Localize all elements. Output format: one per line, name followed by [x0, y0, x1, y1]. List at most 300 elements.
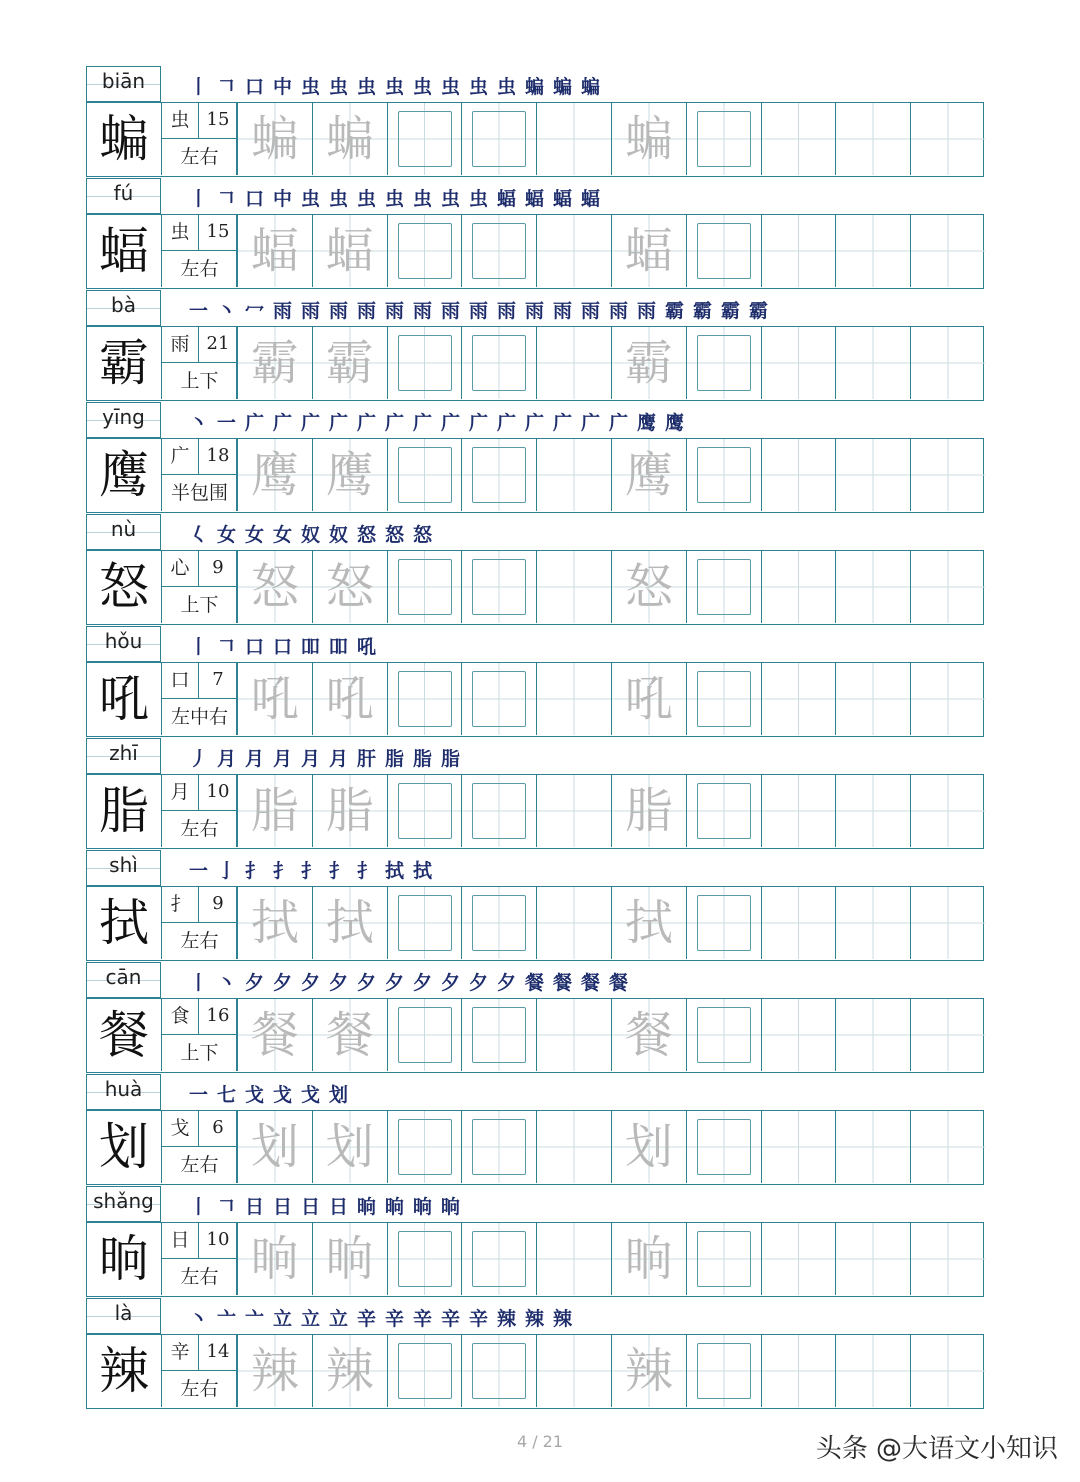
stroke-step: 拭: [384, 860, 404, 882]
character-block: [86, 962, 984, 1074]
blank-cell[interactable]: [536, 887, 611, 959]
stroke-step: 霸: [692, 300, 712, 322]
stroke-order: [186, 968, 631, 998]
trace-cell[interactable]: [237, 887, 312, 959]
stroke-step: 辛: [356, 1308, 376, 1330]
pinyin-text: shǎng: [93, 1189, 154, 1213]
blank-cell[interactable]: [536, 215, 611, 287]
box-cell[interactable]: [461, 215, 536, 287]
trace-cell[interactable]: [312, 327, 387, 399]
writing-square: [472, 1231, 526, 1287]
blank-cell[interactable]: [761, 775, 836, 847]
stroke-step: 餐: [580, 972, 600, 994]
blank-cell[interactable]: [910, 215, 985, 287]
box-cell[interactable]: [461, 663, 536, 735]
pinyin-text: cān: [105, 965, 142, 989]
blank-cell[interactable]: [910, 999, 985, 1071]
pinyin-cell: [86, 1074, 161, 1110]
trace-cell[interactable]: [237, 663, 312, 735]
trace-cell[interactable]: [237, 439, 312, 511]
practice-row: [86, 1222, 984, 1297]
box-cell[interactable]: [387, 999, 462, 1071]
trace-cell[interactable]: [312, 103, 387, 175]
trace-character: 划: [325, 1119, 374, 1175]
structure-label: 上下: [180, 370, 219, 392]
trace-character: 拭: [250, 895, 299, 951]
trace-cell[interactable]: [312, 439, 387, 511]
pinyin-cell: [86, 962, 161, 998]
stroke-step: 月: [300, 748, 320, 770]
stroke-order: [186, 1080, 351, 1110]
writing-square: [697, 223, 751, 279]
blank-cell[interactable]: [761, 215, 836, 287]
box-cell[interactable]: [686, 663, 761, 735]
box-cell[interactable]: [387, 887, 462, 959]
stroke-count: 9: [199, 887, 237, 923]
blank-cell[interactable]: [761, 551, 836, 623]
stroke-step: 日: [272, 1196, 292, 1218]
stroke-step: 戈: [244, 1084, 264, 1106]
stroke-step: 广: [552, 412, 572, 434]
pinyin-text: shì: [109, 853, 138, 877]
pinyin-cell: [86, 178, 161, 214]
structure-label: 上下: [180, 594, 219, 616]
stroke-step: 夕: [468, 972, 488, 994]
stroke-step: 鹰: [664, 412, 684, 434]
trace-cell[interactable]: [611, 775, 686, 847]
blank-cell[interactable]: [536, 663, 611, 735]
blank-cell[interactable]: [910, 1335, 985, 1407]
radical-label: 扌: [162, 887, 199, 923]
box-cell[interactable]: [461, 551, 536, 623]
stroke-step: 丨: [188, 188, 208, 210]
blank-cell[interactable]: [536, 1335, 611, 1407]
trace-cell[interactable]: [312, 551, 387, 623]
stroke-step: 拭: [412, 860, 432, 882]
trace-character: 晌: [624, 1231, 673, 1287]
blank-cell[interactable]: [761, 327, 836, 399]
blank-cell[interactable]: [910, 887, 985, 959]
blank-cell[interactable]: [761, 663, 836, 735]
trace-cell[interactable]: [611, 551, 686, 623]
stroke-step: 中: [272, 188, 292, 210]
box-cell[interactable]: [387, 439, 462, 511]
trace-character: 霸: [624, 335, 673, 391]
pinyin-cell: [86, 626, 161, 662]
trace-cell[interactable]: [237, 999, 312, 1071]
box-cell[interactable]: [387, 215, 462, 287]
structure-label: 上下: [180, 1042, 219, 1064]
watermark: 头条 @大语文小知识: [815, 1434, 1058, 1464]
stroke-count: 18: [199, 439, 237, 475]
stroke-step: 虫: [356, 188, 376, 210]
practice-row: [86, 438, 984, 513]
box-cell[interactable]: [686, 775, 761, 847]
box-cell[interactable]: [387, 327, 462, 399]
main-character-cell: [87, 103, 162, 175]
radical-label: 口: [162, 663, 199, 699]
box-cell[interactable]: [461, 1335, 536, 1407]
stroke-step: 晌: [412, 1196, 432, 1218]
trace-character: 拭: [325, 895, 374, 951]
writing-square: [472, 111, 526, 167]
stroke-step: 雨: [608, 300, 628, 322]
stroke-step: 霸: [720, 300, 740, 322]
writing-square: [697, 559, 751, 615]
stroke-step: 蝙: [524, 76, 544, 98]
blank-cell[interactable]: [835, 887, 910, 959]
blank-cell[interactable]: [835, 999, 910, 1071]
practice-sheet: [86, 66, 984, 1410]
box-cell[interactable]: [686, 999, 761, 1071]
trace-cell[interactable]: [237, 1111, 312, 1183]
blank-cell[interactable]: [835, 103, 910, 175]
blank-cell[interactable]: [910, 663, 985, 735]
box-cell[interactable]: [387, 551, 462, 623]
stroke-step: 辛: [440, 1308, 460, 1330]
trace-cell[interactable]: [611, 887, 686, 959]
box-cell[interactable]: [686, 327, 761, 399]
box-cell[interactable]: [686, 103, 761, 175]
blank-cell[interactable]: [835, 327, 910, 399]
stroke-step: 女: [272, 524, 292, 546]
stroke-step: 日: [244, 1196, 264, 1218]
blank-cell[interactable]: [835, 439, 910, 511]
trace-cell[interactable]: [312, 775, 387, 847]
writing-square: [472, 1119, 526, 1175]
trace-character: 餐: [325, 1007, 374, 1063]
writing-square: [697, 1343, 751, 1399]
pinyin-cell: [86, 290, 161, 326]
trace-cell[interactable]: [611, 999, 686, 1071]
stroke-step: 𡿨: [188, 524, 208, 546]
blank-cell[interactable]: [761, 103, 836, 175]
trace-cell[interactable]: [237, 1335, 312, 1407]
trace-character: 怒: [624, 559, 673, 615]
character-info: [162, 439, 237, 511]
character-info: [162, 999, 237, 1071]
stroke-step: 奴: [328, 524, 348, 546]
blank-cell[interactable]: [536, 439, 611, 511]
box-cell[interactable]: [461, 1223, 536, 1295]
trace-character: 鹰: [250, 447, 299, 503]
main-character-cell: [87, 551, 162, 623]
writing-square: [472, 895, 526, 951]
stroke-step: 雨: [552, 300, 572, 322]
blank-cell[interactable]: [761, 887, 836, 959]
character-block: [86, 1186, 984, 1298]
blank-cell[interactable]: [835, 215, 910, 287]
pinyin-text: yīng: [102, 405, 145, 429]
stroke-step: 餐: [524, 972, 544, 994]
box-cell[interactable]: [461, 327, 536, 399]
trace-cell[interactable]: [237, 103, 312, 175]
box-cell[interactable]: [461, 999, 536, 1071]
radical-label: 虫: [162, 103, 199, 139]
main-character: 辣: [99, 1342, 149, 1400]
stroke-step: 雨: [328, 300, 348, 322]
stroke-step: 一: [188, 300, 208, 322]
stroke-step: 口: [244, 188, 264, 210]
blank-cell[interactable]: [536, 775, 611, 847]
stroke-order: [186, 1192, 463, 1222]
trace-cell[interactable]: [611, 663, 686, 735]
writing-square: [472, 1343, 526, 1399]
blank-cell[interactable]: [761, 1111, 836, 1183]
stroke-step: 一: [216, 412, 236, 434]
main-character-cell: [87, 1111, 162, 1183]
stroke-step: 丨: [188, 1196, 208, 1218]
trace-cell[interactable]: [312, 1335, 387, 1407]
blank-cell[interactable]: [536, 1111, 611, 1183]
writing-square: [472, 671, 526, 727]
character-info: [162, 1111, 237, 1183]
writing-square: [472, 783, 526, 839]
blank-cell[interactable]: [835, 1335, 910, 1407]
practice-row: [86, 998, 984, 1073]
writing-square: [398, 447, 452, 503]
box-cell[interactable]: [461, 775, 536, 847]
trace-character: 蝙: [624, 111, 673, 167]
blank-cell[interactable]: [835, 551, 910, 623]
stroke-step: 日: [300, 1196, 320, 1218]
radical-label: 心: [162, 551, 199, 587]
stroke-order: [186, 520, 435, 550]
stroke-step: 虫: [440, 188, 460, 210]
box-cell[interactable]: [387, 1223, 462, 1295]
box-cell[interactable]: [387, 103, 462, 175]
character-info: [162, 215, 237, 287]
box-cell[interactable]: [686, 887, 761, 959]
trace-cell[interactable]: [312, 1223, 387, 1295]
stroke-step: 夕: [412, 972, 432, 994]
trace-character: 辣: [325, 1343, 374, 1399]
stroke-count: 6: [199, 1111, 237, 1147]
box-cell[interactable]: [461, 439, 536, 511]
trace-cell[interactable]: [312, 663, 387, 735]
radical-label: 戈: [162, 1111, 199, 1147]
stroke-step: 立: [300, 1308, 320, 1330]
practice-row: [86, 886, 984, 961]
box-cell[interactable]: [461, 103, 536, 175]
trace-character: 鹰: [624, 447, 673, 503]
writing-square: [398, 559, 452, 615]
blank-cell[interactable]: [910, 551, 985, 623]
stroke-step: 雨: [580, 300, 600, 322]
writing-square: [697, 335, 751, 391]
blank-cell[interactable]: [910, 1111, 985, 1183]
stroke-step: 立: [328, 1308, 348, 1330]
blank-cell[interactable]: [910, 775, 985, 847]
stroke-step: 广: [468, 412, 488, 434]
trace-cell[interactable]: [611, 1223, 686, 1295]
main-character: 蝠: [99, 222, 149, 280]
blank-cell[interactable]: [761, 999, 836, 1071]
stroke-step: 雨: [468, 300, 488, 322]
practice-row: [86, 774, 984, 849]
structure-label: 左右: [180, 1378, 219, 1400]
character-info: [162, 663, 237, 735]
blank-cell[interactable]: [835, 1223, 910, 1295]
stroke-step: 月: [328, 748, 348, 770]
box-cell[interactable]: [686, 439, 761, 511]
character-block: [86, 514, 984, 626]
pinyin-cell: [86, 402, 161, 438]
stroke-step: 脂: [440, 748, 460, 770]
stroke-step: 广: [580, 412, 600, 434]
stroke-step: 丶: [216, 300, 236, 322]
box-cell[interactable]: [387, 663, 462, 735]
stroke-step: 肝: [356, 748, 376, 770]
trace-character: 划: [624, 1119, 673, 1175]
radical-label: 虫: [162, 215, 199, 251]
stroke-step: 虫: [468, 188, 488, 210]
pinyin-cell: [86, 66, 161, 102]
structure-label: 左右: [180, 1266, 219, 1288]
structure-label: 半包围: [170, 482, 228, 504]
box-cell[interactable]: [686, 1335, 761, 1407]
writing-square: [697, 783, 751, 839]
main-character-cell: [87, 775, 162, 847]
pinyin-text: bà: [111, 293, 136, 317]
trace-cell[interactable]: [611, 215, 686, 287]
character-block: [86, 1074, 984, 1186]
stroke-step: 广: [524, 412, 544, 434]
writing-square: [697, 1119, 751, 1175]
stroke-step: 虫: [300, 76, 320, 98]
blank-cell[interactable]: [835, 1111, 910, 1183]
stroke-step: 辛: [468, 1308, 488, 1330]
character-info: [162, 327, 237, 399]
stroke-step: 晌: [384, 1196, 404, 1218]
blank-cell[interactable]: [835, 663, 910, 735]
stroke-step: 广: [608, 412, 628, 434]
trace-cell[interactable]: [312, 887, 387, 959]
stroke-step: 𠃍: [216, 636, 236, 658]
box-cell[interactable]: [461, 1111, 536, 1183]
trace-cell[interactable]: [312, 1111, 387, 1183]
character-info: [162, 551, 237, 623]
blank-cell[interactable]: [761, 1335, 836, 1407]
trace-cell[interactable]: [611, 1335, 686, 1407]
blank-cell[interactable]: [910, 1223, 985, 1295]
trace-cell[interactable]: [312, 999, 387, 1071]
stroke-step: 扌: [272, 860, 292, 882]
box-cell[interactable]: [686, 1111, 761, 1183]
blank-cell[interactable]: [910, 327, 985, 399]
box-cell[interactable]: [387, 1111, 462, 1183]
pinyin-text: zhī: [109, 741, 138, 765]
character-block: [86, 178, 984, 290]
blank-cell[interactable]: [761, 439, 836, 511]
trace-character: 鹰: [325, 447, 374, 503]
stroke-step: 蝠: [524, 188, 544, 210]
blank-cell[interactable]: [536, 1223, 611, 1295]
stroke-step: 女: [216, 524, 236, 546]
main-character-cell: [87, 1335, 162, 1407]
writing-square: [697, 895, 751, 951]
trace-cell[interactable]: [611, 439, 686, 511]
stroke-step: 吅: [300, 636, 320, 658]
trace-cell[interactable]: [237, 775, 312, 847]
blank-cell[interactable]: [536, 999, 611, 1071]
box-cell[interactable]: [461, 887, 536, 959]
stroke-step: 夕: [272, 972, 292, 994]
trace-character: 辣: [250, 1343, 299, 1399]
trace-cell[interactable]: [611, 327, 686, 399]
writing-square: [472, 335, 526, 391]
trace-character: 霸: [250, 335, 299, 391]
practice-row: [86, 550, 984, 625]
stroke-step: 虫: [412, 188, 432, 210]
blank-cell[interactable]: [536, 551, 611, 623]
stroke-count: 15: [199, 215, 237, 251]
stroke-step: 广: [356, 412, 376, 434]
writing-square: [398, 111, 452, 167]
box-cell[interactable]: [387, 775, 462, 847]
practice-row: [86, 214, 984, 289]
writing-square: [697, 671, 751, 727]
main-character: 拭: [99, 894, 149, 952]
box-cell[interactable]: [387, 1335, 462, 1407]
stroke-step: 𠃍: [216, 76, 236, 98]
trace-cell[interactable]: [237, 1223, 312, 1295]
blank-cell[interactable]: [761, 1223, 836, 1295]
writing-square: [398, 895, 452, 951]
pinyin-cell: [86, 738, 161, 774]
trace-cell[interactable]: [312, 215, 387, 287]
stroke-step: 脂: [412, 748, 432, 770]
box-cell[interactable]: [686, 551, 761, 623]
character-block: [86, 290, 984, 402]
stroke-order: [186, 856, 435, 886]
trace-cell[interactable]: [237, 215, 312, 287]
box-cell[interactable]: [686, 1223, 761, 1295]
stroke-count: 10: [199, 1223, 237, 1259]
stroke-step: 戈: [272, 1084, 292, 1106]
radical-label: 食: [162, 999, 199, 1035]
stroke-step: 虫: [384, 188, 404, 210]
trace-cell[interactable]: [237, 327, 312, 399]
stroke-step: 虫: [496, 76, 516, 98]
blank-cell[interactable]: [536, 327, 611, 399]
stroke-step: 广: [412, 412, 432, 434]
blank-cell[interactable]: [910, 103, 985, 175]
pinyin-text: hǒu: [104, 629, 143, 653]
main-character-cell: [87, 887, 162, 959]
trace-cell[interactable]: [237, 551, 312, 623]
blank-cell[interactable]: [910, 439, 985, 511]
stroke-step: 亅: [216, 860, 236, 882]
trace-character: 餐: [624, 1007, 673, 1063]
box-cell[interactable]: [686, 215, 761, 287]
main-character-cell: [87, 327, 162, 399]
stroke-step: 吼: [356, 636, 376, 658]
blank-cell[interactable]: [835, 775, 910, 847]
trace-cell[interactable]: [611, 103, 686, 175]
trace-cell[interactable]: [611, 1111, 686, 1183]
main-character-cell: [87, 439, 162, 511]
stroke-step: 雨: [496, 300, 516, 322]
character-info: [162, 887, 237, 959]
stroke-step: 餐: [552, 972, 572, 994]
radical-label: 雨: [162, 327, 199, 363]
stroke-step: 雨: [524, 300, 544, 322]
stroke-step: 广: [384, 412, 404, 434]
stroke-step: 广: [496, 412, 516, 434]
character-block: [86, 626, 984, 738]
blank-cell[interactable]: [536, 103, 611, 175]
